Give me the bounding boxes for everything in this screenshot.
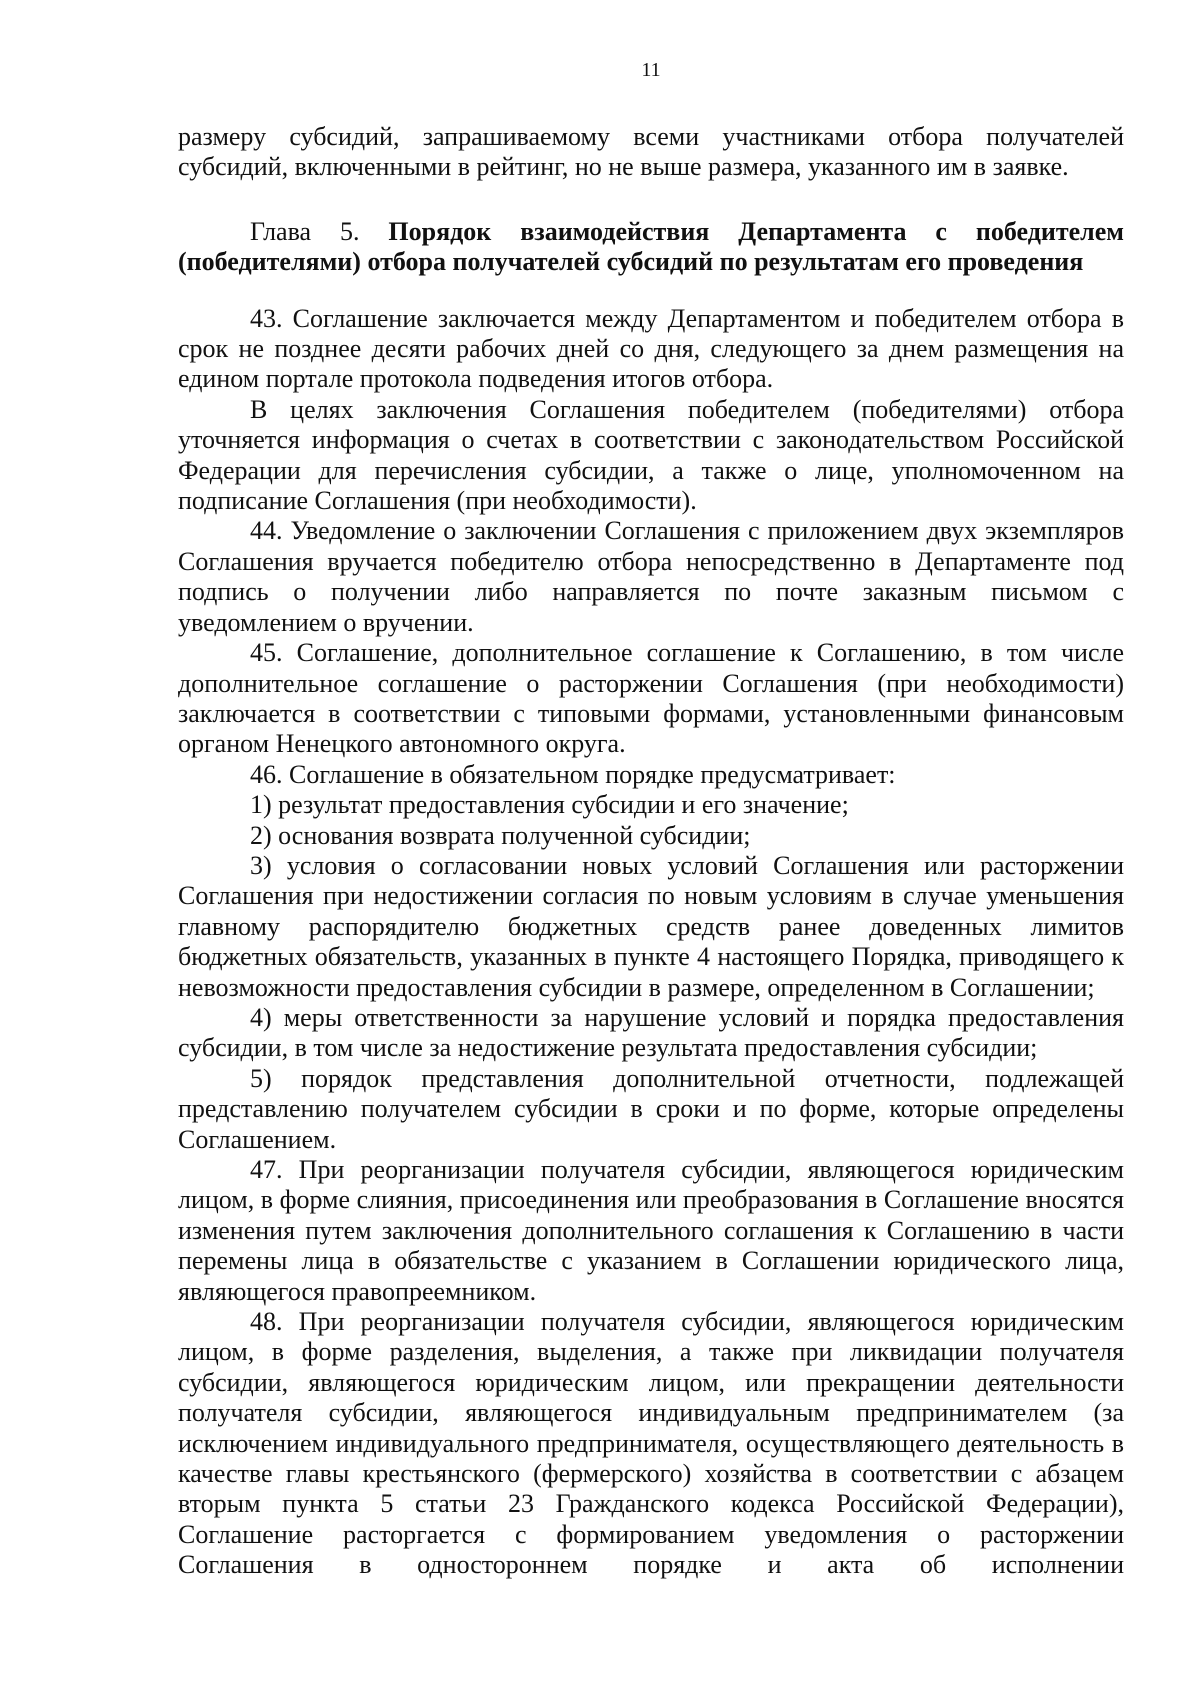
paragraph-48: 48. При реорганизации получателя субсидии, являющегося юридическим лицом, в форме разделения, выделения, а также при ликвидации получателя субсидии, являющегося юридическим лицом, или прекращении деятельности получателя субсидии, являющегося индивидуальным предпринимателем (за исключением индивидуального предпринимателя, осуществляющего деятельность в качестве главы крестьянского (фермерского) хозяйства в соответствии с абзацем вторым пункта 5 статьи 23 Гражданского кодекса Российской Федерации), Соглашение расторгается с формированием уведомления о расторжении Соглашения в одностороннем порядке и акта об исполнении bbox=[178, 1307, 1124, 1580]
intro-paragraph: размеру субсидий, запрашиваемому всеми участниками отбора получателей субсидий, включенными в рейтинг, но не выше размера, указанного им в заявке. bbox=[178, 122, 1124, 182]
list-item-2: 2) основания возврата полученной субсидии; bbox=[250, 820, 751, 850]
paragraph-43-continuation: В целях заключения Соглашения победителем (победителями) отбора уточняется информация о счетах в соответствии с законодательством Российской Федерации для перечисления субсидии, а также о лице, уполномоченном на подписание Соглашения (при необходимости). bbox=[178, 394, 1124, 516]
paragraph-43: 43. Соглашение заключается между Департаментом и победителем отбора в срок не позднее десяти рабочих дней со дня, следующего за днем размещения на едином портале протокола подведения итогов отбора. bbox=[178, 303, 1124, 394]
chapter-title: Порядок взаимодействия Департамента с победителем (победителями) отбора получателей субсидий по результатам его проведения bbox=[178, 216, 1125, 277]
chapter-label: Глава 5. bbox=[250, 216, 360, 246]
list-item-4: 4) меры ответственности за нарушение условий и порядка предоставления субсидии, в том числе за недостижение результата предоставления субсидии; bbox=[178, 1002, 1124, 1063]
chapter-heading bbox=[178, 217, 1124, 278]
page-number: 11 bbox=[641, 59, 661, 81]
list-item-3: 3) условия о согласовании новых условий Соглашения или расторжении Соглашения при недостижении согласия по новым условиям в случае уменьшения главному распорядителю бюджетных средств ранее доведенных лимитов бюджетных обязательств, указанных в пункте 4 настоящего Порядка, приводящего к невозможности предоставления субсидии в размере, определенном в Соглашении; bbox=[178, 850, 1124, 1002]
paragraph-44: 44. Уведомление о заключении Соглашения с приложением двух экземпляров Соглашения вручается победителю отбора непосредственно в Департаменте под подпись о получении либо направляется по почте заказным письмом с уведомлением о вручении. bbox=[178, 516, 1124, 637]
document-page bbox=[178, 58, 1124, 1581]
list-item-5: 5) порядок представления дополнительной отчетности, подлежащей представлению получателем субсидии в сроки и по форме, которые определены Соглашением. bbox=[178, 1063, 1124, 1154]
paragraph-47: 47. При реорганизации получателя субсидии, являющегося юридическим лицом, в форме слияния, присоединения или преобразования в Соглашение вносятся изменения путем заключения дополнительного соглашения к Соглашению в части перемены лица в обязательстве с указанием в Соглашении юридического лица, являющегося правопреемником. bbox=[178, 1155, 1124, 1306]
list-item-1: 1) результат предоставления субсидии и его значение; bbox=[250, 790, 849, 820]
paragraph-46: 46. Соглашение в обязательном порядке предусматривает: bbox=[250, 759, 896, 789]
paragraph-45: 45. Соглашение, дополнительное соглашение к Соглашению, в том числе дополнительное соглашение о расторжении Соглашения (при необходимости) заключается в соответствии с типовыми формами, установленными финансовым органом Ненецкого автономного округа. bbox=[178, 638, 1124, 759]
